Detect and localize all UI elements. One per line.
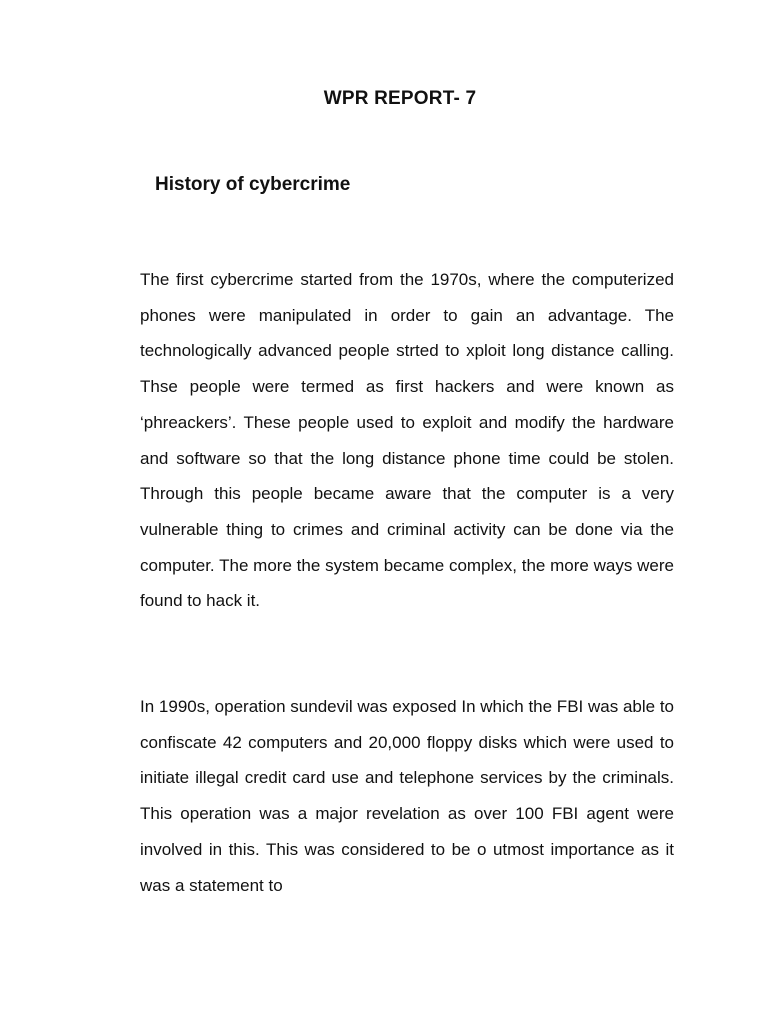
paragraph-1: The first cybercrime started from the 1970s, where the computerized phones were manipulated in order to gain an advantage. The technologically advanced people strted to xploit long distance calling. Thse people were termed as first hackers and were known as ‘phreackers’. These people used to exploit and modify the hardware and software so that the long distance phone time could be stolen. Through this people became aware that the computer is a very vulnerable thing to crimes and criminal activity can be done via the computer. The more the system became complex, the more ways were found to hack it. [140,270,674,611]
document-title: WPR REPORT- 7 [323,88,477,109]
paragraph-2: In 1990s, operation sundevil was exposed In which the FBI was able to confiscate 42 computers and 20,000 floppy disks which were used to initiate illegal credit card use and telephone services by the criminals. This operation was a major revelation as over 100 FBI agent were involved in this. This was considered to be o utmost importance as it was a statement to [140,697,674,895]
section-heading: History of cybercrime [155,174,351,195]
